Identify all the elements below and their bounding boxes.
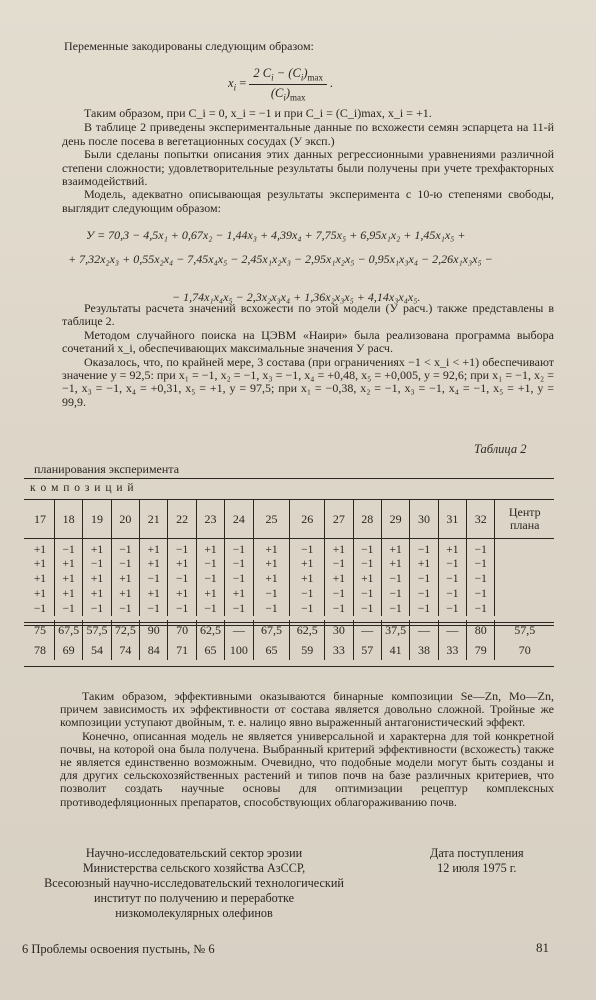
sign-row	[26, 586, 554, 601]
value-cell: 72,5	[111, 620, 139, 640]
sign-cell: +1	[54, 556, 82, 571]
center-label-1: Центр	[508, 505, 541, 519]
sign-row	[26, 538, 554, 556]
sign-cell: −1	[381, 571, 409, 586]
affiliation-line: институт по получению и переработке	[94, 891, 294, 905]
sign-cell: −1	[196, 571, 224, 586]
center-label-2: плана	[510, 518, 540, 532]
paragraph: Таким образом, при C_i = 0, x_i = −1 и при C_i = (C_i)max, x_i = +1.	[84, 106, 432, 120]
sign-cell: −1	[111, 556, 139, 571]
center-sign-cell	[495, 538, 554, 556]
value-cell: 59	[290, 640, 325, 660]
value-cell: —	[438, 620, 466, 640]
value-cell: 33	[438, 640, 466, 660]
sign-cell: +1	[253, 538, 290, 556]
center-sign-cell	[495, 556, 554, 571]
sign-cell: +1	[438, 538, 466, 556]
experiment-table	[26, 500, 554, 660]
sign-cell: −1	[353, 538, 381, 556]
sign-cell: −1	[410, 601, 438, 616]
value-cell: 71	[168, 640, 196, 660]
sign-cell: −1	[290, 601, 325, 616]
column-header: 22	[168, 500, 196, 538]
sign-cell: −1	[353, 586, 381, 601]
model-line-3: − 1,74x₁x₄x₅ − 2,3x₂x₃x₄ + 1,36x₂x₃x₅ + 4,14x₃x₄x₅.	[172, 290, 421, 304]
center-sign-cell	[495, 571, 554, 586]
sign-cell: −1	[26, 601, 54, 616]
sign-cell: −1	[111, 538, 139, 556]
value-cell: 70	[168, 620, 196, 640]
paragraph: Конечно, описанная модель не является универсальной и характерна для той конкретной почвы, на которой она была получена. Выбранный критерий эффективности (всхожесть) также не является единственно возможным. Очевидно, что подобные модели могут быть созданы и для других сельскохозяйственных растений и типов почв на базе различных критериев, что позволит создать научные основы для оптимизации рецептур комплексных противодефляционных препаратов, способствующих облагораживанию почв.	[60, 728, 554, 809]
sign-cell: −1	[290, 538, 325, 556]
column-header: 19	[83, 500, 111, 538]
sign-cell: −1	[225, 556, 253, 571]
sign-cell: +1	[83, 538, 111, 556]
sign-cell: −1	[410, 586, 438, 601]
column-header: 32	[467, 500, 495, 538]
sign-cell: +1	[381, 556, 409, 571]
value-cell: 57,5	[83, 620, 111, 640]
column-header: 31	[438, 500, 466, 538]
sign-cell: +1	[325, 538, 353, 556]
sign-cell: +1	[83, 586, 111, 601]
sign-cell: −1	[54, 601, 82, 616]
sign-cell: −1	[290, 586, 325, 601]
value-cell: 62,5	[196, 620, 224, 640]
value-cell: 80	[467, 620, 495, 640]
column-header: 28	[353, 500, 381, 538]
intro-line: Переменные закодированы следующим образом:	[64, 39, 314, 53]
value-cell: 41	[381, 640, 409, 660]
affiliation-line: низкомолекулярных олефинов	[115, 906, 273, 920]
value-cell: 67,5	[253, 620, 290, 640]
sign-cell: −1	[467, 538, 495, 556]
value-cell: 78	[26, 640, 54, 660]
sign-cell: +1	[168, 556, 196, 571]
sign-cell: −1	[196, 601, 224, 616]
column-header: 21	[140, 500, 168, 538]
sign-cell: −1	[410, 538, 438, 556]
sign-rows	[26, 538, 554, 616]
value-cell: 33	[325, 640, 353, 660]
top-paragraphs	[62, 107, 554, 215]
sign-cell: −1	[438, 556, 466, 571]
sign-cell: +1	[353, 571, 381, 586]
sign-cell: +1	[410, 556, 438, 571]
table-header-fragment: планирования эксперимента	[34, 462, 180, 476]
center-sign-cell	[495, 586, 554, 601]
table-header-row	[26, 500, 554, 538]
y-exp-row	[26, 620, 554, 640]
sign-cell: −1	[467, 556, 495, 571]
sign-cell: −1	[140, 601, 168, 616]
value-cell: 30	[325, 620, 353, 640]
value-cell: 67,5	[54, 620, 82, 640]
sign-cell: +1	[140, 586, 168, 601]
sign-cell: −1	[225, 538, 253, 556]
sign-cell: −1	[168, 571, 196, 586]
model-line-1: У = 70,3 − 4,5x₁ + 0,67x₂ − 1,44x₃ + 4,39x₄ + 7,75x₅ + 6,95x₁x₂ + 1,45x₁x₅ +	[86, 228, 466, 242]
paragraph: Оказалось, что, по крайней мере, 3 состава (при ограничениях −1 < x_i < +1) обеспечивают значение y = 92,5: при x₁ = −1, x₂ = −1, x₃ = −1, x₄ = +0,48, x₅ = +0,005, y = 92,6; при x₁ = −1, x₂ = −1, x₃ = −1, x₄ = +0,31, x₅ = +1, y = 97,5; при x₁ = −0,38, x₂ = −1, x₃ = −1, x₄ = −1, x₅ = +1, y = 99,9.	[62, 354, 554, 409]
sign-cell: −1	[253, 586, 290, 601]
received-label: Дата поступления	[430, 846, 524, 860]
value-cell: 65	[196, 640, 224, 660]
value-cell: —	[410, 620, 438, 640]
value-cell: 65	[253, 640, 290, 660]
sign-cell: −1	[410, 571, 438, 586]
column-header: 25	[253, 500, 290, 538]
footer-journal: 6 Проблемы освоения пустынь, № 6	[22, 942, 215, 956]
paragraph: Результаты расчета значений всхожести по этой модели (У расч.) также представлены в таблице 2.	[62, 301, 554, 329]
sign-cell: −1	[168, 601, 196, 616]
sign-row	[26, 571, 554, 586]
value-cell: 84	[140, 640, 168, 660]
center-value-cell: 57,5	[514, 622, 536, 637]
sign-cell: −1	[111, 601, 139, 616]
sign-cell: −1	[83, 556, 111, 571]
column-header: 20	[111, 500, 139, 538]
sign-cell: +1	[196, 538, 224, 556]
value-cell: —	[353, 620, 381, 640]
mid-paragraphs	[62, 302, 554, 409]
sign-cell: +1	[290, 571, 325, 586]
column-header: 24	[225, 500, 253, 538]
sign-cell: −1	[325, 601, 353, 616]
sign-row	[26, 556, 554, 571]
sign-cell: +1	[253, 571, 290, 586]
affiliation-line: Всесоюзный научно-исследовательский технологический	[44, 876, 344, 890]
sign-cell: +1	[54, 586, 82, 601]
sign-cell: +1	[111, 586, 139, 601]
page-number: 81	[536, 940, 549, 955]
sign-cell: +1	[225, 586, 253, 601]
bottom-paragraphs	[60, 690, 554, 809]
sign-cell: −1	[253, 601, 290, 616]
sign-cell: −1	[325, 586, 353, 601]
table-subheader: к о м п о з и ц и й	[30, 482, 135, 494]
sign-cell: −1	[467, 601, 495, 616]
sign-cell: −1	[83, 601, 111, 616]
sign-cell: −1	[54, 538, 82, 556]
column-header: 27	[325, 500, 353, 538]
column-header: 26	[290, 500, 325, 538]
value-cell: 38	[410, 640, 438, 660]
value-cell: 37,5	[381, 620, 409, 640]
sign-cell: −1	[168, 538, 196, 556]
sign-cell: −1	[353, 601, 381, 616]
value-cell: 79	[467, 640, 495, 660]
value-cell: 74	[111, 640, 139, 660]
table-caption: Таблица 2	[474, 442, 527, 456]
y-calc-row	[26, 640, 554, 660]
sign-cell: +1	[54, 571, 82, 586]
value-cell: 69	[54, 640, 82, 660]
sign-cell: −1	[438, 601, 466, 616]
affiliation	[24, 846, 364, 921]
paragraph: Методом случайного поиска на ЦЭВМ «Наири» была реализована программа выбора сочетаний x_i, обеспечивающих максимальные значения У расч.	[62, 327, 554, 356]
paragraph: В таблице 2 приведены экспериментальные данные по всхожести семян эспарцета на 11-й день после посева в вегетационных сосудах (У эксп.)	[62, 120, 554, 148]
received-block	[430, 846, 524, 876]
sign-cell: +1	[168, 586, 196, 601]
paragraph: Таким образом, эффективными оказываются бинарные композиции Se—Zn, Mo—Zn, причем зависимость их эффективности от состава является довольно сложной. Тройные же композиции уступают двойным, т. е. налицо явно выраженный антагонистический эффект.	[60, 689, 554, 730]
center-sign-cell	[495, 601, 554, 616]
sign-cell: +1	[26, 586, 54, 601]
value-cell: 54	[83, 640, 111, 660]
center-plan-header	[495, 500, 554, 538]
value-cell: —	[225, 620, 253, 640]
sign-row	[26, 601, 554, 616]
value-cell: 75	[26, 620, 54, 640]
sign-cell: −1	[467, 571, 495, 586]
value-cell: 100	[225, 640, 253, 660]
sign-cell: +1	[290, 556, 325, 571]
column-header: 18	[54, 500, 82, 538]
sign-cell: −1	[196, 556, 224, 571]
column-header: 17	[26, 500, 54, 538]
affiliation-line: Научно-исследовательский сектор эрозии	[85, 846, 303, 860]
value-cell: 57	[353, 640, 381, 660]
center-value-cell: 70	[518, 642, 531, 657]
affiliation-line: Министерства сельского хозяйства АзССР,	[82, 861, 306, 875]
sign-cell: −1	[325, 556, 353, 571]
column-header: 23	[196, 500, 224, 538]
paragraph: Модель, адекватно описывающая результаты эксперимента с 10-ю степенями свободы, выглядит следующим образом:	[62, 187, 554, 215]
sign-cell: −1	[353, 556, 381, 571]
value-cell: 90	[140, 620, 168, 640]
model-line-2: + 7,32x₂x₃ + 0,55x₂x₄ − 7,45x₄x₅ − 2,45x₁x₂x₃ − 2,95x₁x₂x₅ − 0,95x₁x₃x₄ − 2,26x₁x₃x₅ −	[68, 252, 493, 266]
sign-cell: −1	[438, 586, 466, 601]
sign-cell: +1	[26, 538, 54, 556]
column-header: 29	[381, 500, 409, 538]
sign-cell: +1	[253, 556, 290, 571]
sign-cell: −1	[225, 601, 253, 616]
sign-cell: −1	[467, 586, 495, 601]
sign-cell: +1	[111, 571, 139, 586]
value-cell: 62,5	[290, 620, 325, 640]
sign-cell: −1	[140, 571, 168, 586]
sign-cell: +1	[325, 571, 353, 586]
sign-cell: −1	[381, 601, 409, 616]
sign-cell: +1	[381, 538, 409, 556]
sign-cell: +1	[26, 556, 54, 571]
table-rule-top	[24, 478, 554, 479]
table-rule-bottom	[24, 666, 554, 667]
sign-cell: +1	[140, 538, 168, 556]
sign-cell: −1	[381, 586, 409, 601]
sign-cell: +1	[26, 571, 54, 586]
sign-cell: −1	[225, 571, 253, 586]
coding-formula: $x_i$ = $\frac{2 C_i - (C_i)_{max}}{(C_i)_{max}}$ .	[228, 66, 334, 102]
paragraph: Были сделаны попытки описания этих данных регрессионными уравнениями различной степени сложности; удовлетворительные результаты были получены при учете трехфакторных взаимодействий.	[62, 147, 554, 189]
sign-cell: +1	[196, 586, 224, 601]
sign-cell: +1	[140, 556, 168, 571]
column-header: 30	[410, 500, 438, 538]
sign-cell: +1	[83, 571, 111, 586]
received-date: 12 июля 1975 г.	[437, 861, 517, 875]
sign-cell: −1	[438, 571, 466, 586]
